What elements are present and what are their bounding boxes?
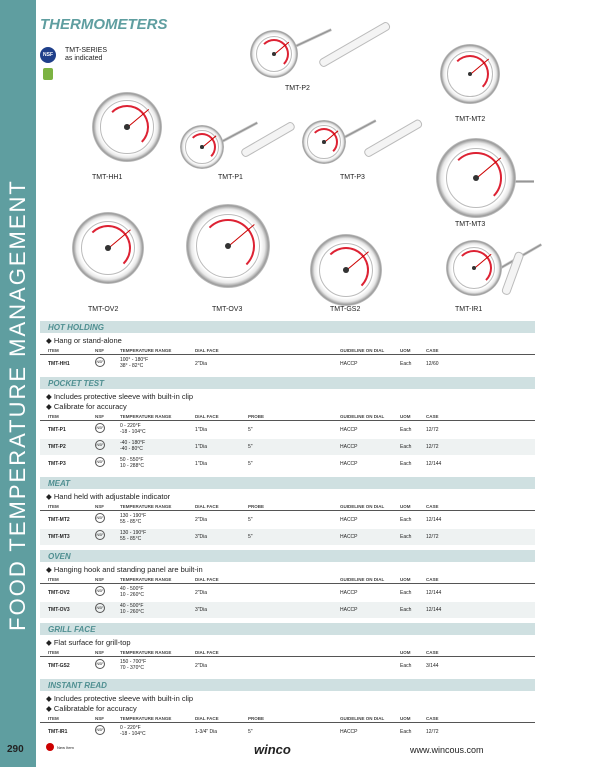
column-header: GUIDELINE ON DIAL [340, 504, 385, 509]
column-header: UOM [400, 504, 411, 509]
temperature-range: -40 - 180°F -40 - 80°C [120, 440, 146, 452]
table-cell: 3/144 [426, 663, 439, 669]
nsf-icon: NSF [95, 659, 105, 669]
thermometer-dial-icon [250, 30, 298, 78]
temperature-range: 150 - 700°F 70 - 370°C [120, 659, 147, 671]
section-band [40, 321, 535, 333]
column-header: CASE [426, 504, 439, 509]
section-band [40, 477, 535, 489]
temperature-range: 0 - 220°F -18 - 104°C [120, 725, 146, 737]
thermometer-dial-icon [186, 204, 270, 288]
product-label: TMT-OV3 [212, 306, 243, 313]
table-cell: 3"Dia [195, 534, 208, 540]
thermometer-dial-icon [436, 138, 516, 218]
eco-leaf-icon [43, 68, 53, 80]
table-cell: HACCP [340, 590, 358, 596]
table-cell: TMT-GS2 [48, 663, 70, 669]
website-link[interactable]: www.wincous.com [410, 745, 484, 755]
table-cell: Each [400, 663, 412, 669]
series-label: TMT-SERIES [65, 47, 108, 54]
protective-sleeve-icon [501, 251, 525, 296]
column-header: NSF [95, 348, 104, 353]
table-cell: 5" [248, 444, 253, 450]
product-label: TMT-MT2 [455, 116, 486, 123]
nsf-icon: NSF [95, 725, 105, 735]
feature-bullet: ◆ Calibrate for accuracy [46, 402, 127, 411]
column-header: TEMPERATURE RANGE [120, 504, 172, 509]
section-title: POCKET TEST [48, 379, 105, 388]
column-header: CASE [426, 577, 439, 582]
column-header-row [40, 346, 535, 355]
column-header: NSF [95, 504, 104, 509]
feature-bullet: ◆ Calibratable for accuracy [46, 704, 137, 713]
column-header: TEMPERATURE RANGE [120, 414, 172, 419]
table-cell: Each [400, 361, 412, 367]
column-header: UOM [400, 348, 411, 353]
section-title: HOT HOLDING [48, 323, 104, 332]
table-cell: TMT-HH1 [48, 361, 70, 367]
column-header: PROBE [248, 504, 265, 509]
nsf-icon: NSF [95, 457, 105, 467]
product-label: TMT-GS2 [330, 306, 361, 313]
table-cell: Each [400, 444, 412, 450]
column-header: CASE [426, 716, 439, 721]
column-header: GUIDELINE ON DIAL [340, 716, 385, 721]
product-label: TMT-OV2 [88, 306, 119, 313]
sidebar-title: FOOD TEMPERATURE MANAGEMENT [5, 179, 30, 631]
column-header: CASE [426, 650, 439, 655]
table-cell: 1-3/4" Dia [195, 729, 218, 735]
column-header: GUIDELINE ON DIAL [340, 577, 385, 582]
table-cell: 12/72 [426, 427, 439, 433]
feature-bullet: ◆ Includes protective sleeve with built-in clip [46, 392, 194, 401]
temperature-range: 130 - 190°F 55 - 85°C [120, 513, 147, 525]
nsf-icon: NSF [95, 603, 105, 613]
table-cell: 2"Dia [195, 590, 208, 596]
product-label: TMT-MT3 [455, 221, 486, 228]
nsf-icon: NSF [95, 440, 105, 450]
column-header-row [40, 502, 535, 511]
column-header-row [40, 575, 535, 584]
temperature-range: 40 - 500°F 10 - 260°C [120, 603, 144, 615]
table-cell: TMT-P2 [48, 444, 66, 450]
column-header-row [40, 714, 535, 723]
column-header: CASE [426, 414, 439, 419]
table-row [40, 356, 535, 372]
table-cell: 5" [248, 461, 253, 467]
table-row [40, 456, 535, 472]
page-number: 290 [7, 744, 24, 755]
temperature-range: 100° - 180°F 38° - 82°C [120, 357, 149, 369]
table-cell: Each [400, 729, 412, 735]
table-cell: TMT-IR1 [48, 729, 68, 735]
column-header: NSF [95, 650, 104, 655]
thermometer-dial-icon [440, 44, 500, 104]
column-header: DIAL FACE [195, 650, 219, 655]
table-cell: 12/144 [426, 517, 442, 523]
table-cell: 12/72 [426, 444, 439, 450]
table-cell: HACCP [340, 534, 358, 540]
table-row [40, 658, 535, 674]
table-cell: Each [400, 607, 412, 613]
nsf-badge-icon: NSF [40, 47, 56, 63]
column-header: CASE [426, 348, 439, 353]
feature-bullet: ◆ Hang or stand-alone [46, 336, 122, 345]
feature-bullet: ◆ Hand held with adjustable indicator [46, 492, 171, 501]
table-cell: 2"Dia [195, 663, 208, 669]
temperature-range: 40 - 500°F 10 - 260°C [120, 586, 144, 598]
table-cell: Each [400, 517, 412, 523]
column-header: DIAL FACE [195, 348, 219, 353]
table-cell: TMT-P1 [48, 427, 66, 433]
thermometer-dial-icon [310, 234, 382, 306]
table-cell: Each [400, 461, 412, 467]
thermometer-dial-icon [72, 212, 144, 284]
table-cell: 5" [248, 517, 253, 523]
table-cell: 2"Dia [195, 361, 208, 367]
column-header: PROBE [248, 716, 265, 721]
table-cell: 12/72 [426, 534, 439, 540]
thermometer-dial-icon [446, 240, 502, 296]
table-cell: 5" [248, 534, 253, 540]
table-cell: 1"Dia [195, 444, 208, 450]
thermometer-dial-icon [180, 125, 224, 169]
table-row [40, 422, 535, 438]
table-cell: TMT-OV3 [48, 607, 70, 613]
product-label: TMT-P3 [340, 174, 365, 181]
column-header: TEMPERATURE RANGE [120, 650, 172, 655]
column-header: ITEM [48, 716, 59, 721]
probe-stem-icon [221, 121, 258, 142]
probe-stem-icon [343, 119, 376, 139]
table-row [40, 529, 535, 545]
table-cell: 1"Dia [195, 427, 208, 433]
table-cell: HACCP [340, 461, 358, 467]
table-cell: HACCP [340, 517, 358, 523]
series-note-text: as indicated [65, 55, 103, 62]
column-header: TEMPERATURE RANGE [120, 577, 172, 582]
table-cell: 3"Dia [195, 607, 208, 613]
table-cell: HACCP [340, 607, 358, 613]
column-header: ITEM [48, 348, 59, 353]
table-row [40, 512, 535, 528]
section-title: MEAT [48, 479, 71, 488]
column-header: ITEM [48, 650, 59, 655]
table-cell: TMT-MT2 [48, 517, 70, 523]
column-header: GUIDELINE ON DIAL [340, 348, 385, 353]
sidebar [0, 0, 36, 767]
table-cell: TMT-MT3 [48, 534, 70, 540]
table-row [40, 724, 535, 740]
product-label: TMT-IR1 [455, 306, 483, 313]
section-title: OVEN [48, 552, 71, 561]
table-cell: HACCP [340, 427, 358, 433]
product-label: TMT-HH1 [92, 174, 123, 181]
probe-stem-icon [514, 180, 534, 183]
table-cell: TMT-OV2 [48, 590, 70, 596]
new-item-note: New Item [57, 745, 74, 750]
column-header: NSF [95, 414, 104, 419]
nsf-icon: NSF [95, 357, 105, 367]
column-header: NSF [95, 716, 104, 721]
section-band [40, 550, 535, 562]
temperature-range: 0 - 220°F -18 - 104°C [120, 423, 146, 435]
table-cell: TMT-P3 [48, 461, 66, 467]
column-header: UOM [400, 414, 411, 419]
product-label: TMT-P1 [218, 174, 243, 181]
probe-stem-icon [294, 28, 332, 48]
table-row [40, 439, 535, 455]
column-header: GUIDELINE ON DIAL [340, 414, 385, 419]
section-title: GRILL FACE [48, 625, 96, 634]
table-row [40, 585, 535, 601]
table-cell: 5" [248, 427, 253, 433]
table-cell: HACCP [340, 361, 358, 367]
page-title: THERMOMETERS [40, 16, 168, 33]
table-cell: Each [400, 427, 412, 433]
column-header: DIAL FACE [195, 577, 219, 582]
table-cell: 5" [248, 729, 253, 735]
new-item-icon [46, 743, 54, 751]
thermometer-dial-icon [302, 120, 346, 164]
table-cell: HACCP [340, 729, 358, 735]
table-cell: 12/144 [426, 590, 442, 596]
column-header: ITEM [48, 577, 59, 582]
column-header: TEMPERATURE RANGE [120, 348, 172, 353]
temperature-range: 50 - 550°F 10 - 288°C [120, 457, 144, 469]
table-row [40, 602, 535, 618]
nsf-icon: NSF [95, 513, 105, 523]
section-band [40, 377, 535, 389]
column-header: UOM [400, 650, 411, 655]
table-cell: 12/144 [426, 607, 442, 613]
table-cell: 12/60 [426, 361, 439, 367]
section-band [40, 679, 535, 691]
column-header: ITEM [48, 504, 59, 509]
column-header: TEMPERATURE RANGE [120, 716, 172, 721]
table-cell: 12/144 [426, 461, 442, 467]
column-header: UOM [400, 577, 411, 582]
temperature-range: 130 - 190°F 55 - 85°C [120, 530, 147, 542]
section-title: INSTANT READ [48, 681, 107, 690]
feature-bullet: ◆ Includes protective sleeve with built-in clip [46, 694, 194, 703]
column-header-row [40, 648, 535, 657]
nsf-icon: NSF [95, 423, 105, 433]
table-cell: HACCP [340, 444, 358, 450]
column-header: DIAL FACE [195, 504, 219, 509]
column-header: NSF [95, 577, 104, 582]
feature-bullet: ◆ Flat surface for grill-top [46, 638, 131, 647]
nsf-icon: NSF [95, 586, 105, 596]
series-note [65, 47, 107, 63]
column-header-row [40, 412, 535, 421]
column-header: UOM [400, 716, 411, 721]
column-header: ITEM [48, 414, 59, 419]
feature-bullet: ◆ Hanging hook and standing panel are built-in [46, 565, 203, 574]
table-cell: 2"Dia [195, 517, 208, 523]
table-cell: Each [400, 534, 412, 540]
table-cell: 1"Dia [195, 461, 208, 467]
product-label: TMT-P2 [285, 85, 310, 92]
thermometer-dial-icon [92, 92, 162, 162]
nsf-icon: NSF [95, 530, 105, 540]
table-cell: Each [400, 590, 412, 596]
winco-logo: winco [254, 742, 291, 757]
column-header: DIAL FACE [195, 716, 219, 721]
table-cell: 12/72 [426, 729, 439, 735]
column-header: DIAL FACE [195, 414, 219, 419]
column-header: PROBE [248, 414, 265, 419]
section-band [40, 623, 535, 635]
